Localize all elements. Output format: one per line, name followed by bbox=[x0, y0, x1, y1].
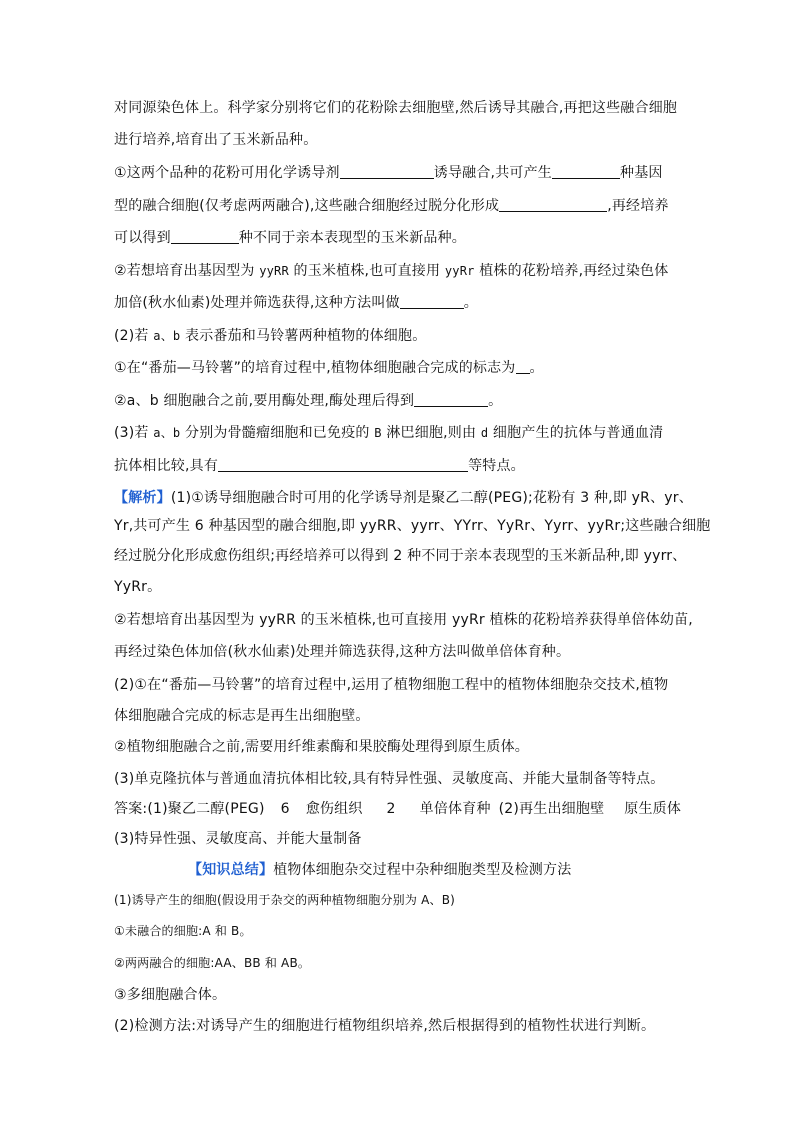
answer-blank[interactable] bbox=[552, 163, 620, 179]
text-line: ②若想培育出基因型为 yyRR 的玉米植株,也可直接用 yyRr 植株的花粉培养获得单倍体幼苗, bbox=[114, 612, 693, 628]
text-segment: 淋巴细胞,则由 bbox=[381, 425, 481, 441]
text-line: ②两两融合的细胞:AA、BB 和 AB。 bbox=[114, 956, 311, 970]
text-segment: 植物体细胞杂交过程中杂种细胞类型及检测方法 bbox=[273, 862, 572, 878]
question-line bbox=[114, 228, 466, 248]
question-line bbox=[114, 358, 544, 378]
text-segment: (2)若 bbox=[114, 328, 154, 344]
text-segment: 抗体相比较,具有 bbox=[114, 458, 219, 474]
text-line: 进行培养,培育出了玉米新品种。 bbox=[114, 132, 318, 148]
question-line bbox=[114, 391, 502, 411]
answer-blank[interactable] bbox=[400, 293, 464, 309]
text-segment: 。 bbox=[488, 393, 503, 409]
genotype-label: yyRR bbox=[259, 264, 289, 278]
question-line bbox=[114, 423, 663, 443]
text-line: 对同源染色体上。科学家分别将它们的花粉除去细胞壁,然后诱导其融合,再把这些融合细胞 bbox=[114, 100, 678, 116]
text-segment: 分别为骨髓瘤细胞和已免疫的 bbox=[180, 425, 375, 441]
text-line: 体细胞融合完成的标志是再生出细胞壁。 bbox=[114, 708, 370, 724]
text-line: Yr,共可产生 6 种基因型的融合细胞,即 yyRR、yyrr、YYrr、YyRr、Yyrr、yyRr;这些融合细胞 bbox=[114, 518, 711, 534]
answer-blank[interactable] bbox=[516, 358, 530, 374]
text-segment: (3)若 bbox=[114, 425, 154, 441]
question-line bbox=[114, 456, 525, 476]
text-line: ②植物细胞融合之前,需要用纤维素酶和果胶酶处理得到原生质体。 bbox=[114, 739, 529, 755]
answer-item: (2)再生出细胞壁 bbox=[498, 801, 605, 817]
text-segment: ②若想培育出基因型为 bbox=[114, 263, 260, 279]
answer-item: 单倍体育种 bbox=[419, 801, 491, 817]
text-segment: ②a、b 细胞融合之前,要用酶处理,酶处理后得到 bbox=[114, 393, 415, 409]
cell-label: d bbox=[480, 426, 489, 440]
genotype-label: yyRr bbox=[444, 264, 475, 278]
question-line bbox=[114, 196, 669, 216]
cell-label: a、b bbox=[153, 329, 181, 343]
text-line: 经过脱分化形成愈伤组织;再经培养可以得到 2 种不同于亲本表现型的玉米新品种,即 yyrr、 bbox=[114, 548, 687, 564]
text-segment: 。 bbox=[529, 360, 544, 376]
answer-item: 答案:(1)聚乙二醇(PEG) bbox=[114, 801, 265, 817]
text-segment: ①在“番茄—马铃薯”的培育过程中,植物体细胞融合完成的标志为 bbox=[114, 360, 516, 376]
analysis-tag: 【解析】 bbox=[114, 490, 171, 506]
answer-blank[interactable] bbox=[414, 391, 488, 407]
cell-label: a、b bbox=[153, 426, 181, 440]
text-line: (1)诱导产生的细胞(假设用于杂交的两种植物细胞分别为 A、B) bbox=[114, 893, 456, 907]
text-line: (3)特异性强、灵敏度高、并能大量制备 bbox=[114, 831, 362, 847]
question-line bbox=[114, 326, 426, 346]
text-segment: ,再经培养 bbox=[607, 198, 669, 214]
text-segment: 种基因 bbox=[620, 165, 663, 181]
text-segment: 型的融合细胞(仅考虑两两融合),这些融合细胞经过脱分化形成 bbox=[114, 198, 500, 214]
text-line: YyRr。 bbox=[114, 579, 162, 595]
text-segment: (1)①诱导细胞融合时可用的化学诱导剂是聚乙二醇(PEG);花粉有 3 种,即 yR、yr、 bbox=[170, 490, 693, 506]
text-segment: 植株的花粉培养,再经过染色体 bbox=[474, 263, 669, 279]
answer-blank[interactable] bbox=[171, 228, 239, 244]
analysis-line bbox=[114, 488, 693, 508]
text-segment: 。 bbox=[463, 295, 478, 311]
answer-blank[interactable] bbox=[218, 456, 468, 472]
answer-item: 愈伤组织 bbox=[305, 801, 363, 817]
question-line bbox=[114, 293, 478, 313]
cell-label: B bbox=[374, 426, 382, 440]
text-segment: 表示番茄和马铃薯两种植物的体细胞。 bbox=[180, 328, 427, 344]
text-segment: 细胞产生的抗体与普通血清 bbox=[488, 425, 664, 441]
text-line: 再经过染色体加倍(秋水仙素)处理并筛选获得,这种方法叫做单倍体育种。 bbox=[114, 644, 571, 660]
answer-blank[interactable] bbox=[499, 196, 607, 212]
text-line: ①未融合的细胞:A 和 B。 bbox=[114, 924, 252, 938]
summary-heading bbox=[188, 860, 571, 880]
text-line: (2)检测方法:对诱导产生的细胞进行植物组织培养,然后根据得到的植物性状进行判断。 bbox=[114, 1018, 656, 1034]
question-line bbox=[114, 163, 663, 183]
question-line bbox=[114, 261, 668, 281]
text-line: (2)①在“番茄—马铃薯”的培育过程中,运用了植物细胞工程中的植物体细胞杂交技术,植物 bbox=[114, 677, 669, 693]
text-segment: 等特点。 bbox=[468, 458, 525, 474]
text-segment: 加倍(秋水仙素)处理并筛选获得,这种方法叫做 bbox=[114, 295, 400, 311]
answer-item: 6 bbox=[280, 801, 290, 817]
answer-item: 2 bbox=[386, 801, 396, 817]
text-line: (3)单克隆抗体与普通血清抗体相比较,具有特异性强、灵敏度高、并能大量制备等特点。 bbox=[114, 771, 665, 787]
text-segment: 种不同于亲本表现型的玉米新品种。 bbox=[238, 230, 467, 246]
text-segment: 可以得到 bbox=[114, 230, 171, 246]
text-line: ③多细胞融合体。 bbox=[114, 987, 227, 1003]
answer-blank[interactable] bbox=[340, 163, 434, 179]
text-segment: 诱导融合,共可产生 bbox=[433, 165, 552, 181]
text-segment: ①这两个品种的花粉可用化学诱导剂 bbox=[114, 165, 340, 181]
text-segment: 的玉米植株,也可直接用 bbox=[288, 263, 445, 279]
summary-tag: 【知识总结】 bbox=[188, 862, 274, 878]
answer-item: 原生质体 bbox=[624, 801, 682, 817]
answer-line bbox=[114, 799, 681, 819]
